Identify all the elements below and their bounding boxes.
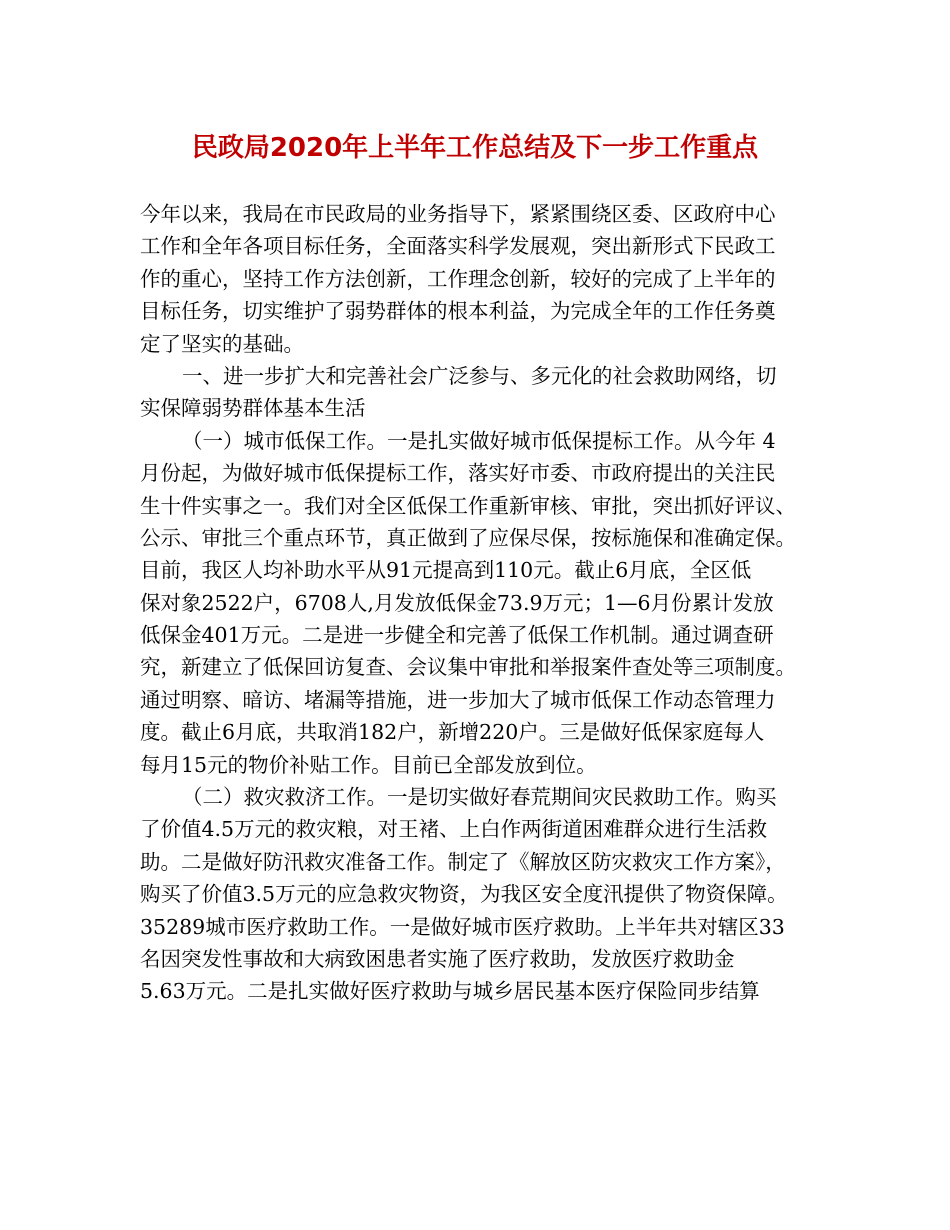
text-line: 作的重心，坚持工作方法创新，工作理念创新，较好的完成了上半年的 [140, 266, 776, 291]
text-line: 目前，我区人均补助水平从91元提高到110元。截止6月底，全区低 [140, 558, 752, 583]
text-line: 月份起，为做好城市低保提标工作，落实好市委、市政府提出的关注民 [140, 461, 776, 486]
text-line: 究，新建立了低保回访复查、会议集中审批和举报案件查处等三项制度。 [140, 655, 796, 680]
text-line: 目标任务，切实维护了弱势群体的根本利益，为完成全年的工作任务奠 [140, 299, 776, 324]
text-line: 助。二是做好防汛救灾准备工作。制定了《解放区防灾救灾工作方案》， [140, 849, 786, 874]
text-line: 购买了价值3.5万元的应急救灾物资，为我区安全度汛提供了物资保障。 [140, 882, 788, 907]
text-line: 定了坚实的基础。 [140, 331, 304, 356]
text-line: 公示、审批三个重点环节，真正做到了应保尽保，按标施保和准确定保。 [140, 525, 796, 550]
text-line: 保对象2522户，6708人,月发放低保金73.9万元；1—6月份累计发放 [140, 590, 774, 615]
text-line: 低保金401万元。二是进一步健全和完善了低保工作机制。通过调查研 [140, 623, 774, 648]
text-line: 35289城市医疗救助工作。一是做好城市医疗救助。上半年共对辖区33 [140, 914, 785, 939]
text-line: 通过明察、暗访、堵漏等措施，进一步加大了城市低保工作动态管理力 [140, 687, 776, 712]
text-line: （二）救灾救济工作。一是切实做好春荒期间灾民救助工作。购买 [182, 785, 777, 810]
text-line: 生十件实事之一。我们对全区低保工作重新审核、审批，突出抓好评议、 [140, 493, 796, 518]
text-line: 每月15元的物价补贴工作。目前已全部发放到位。 [140, 752, 597, 777]
text-line: 工作和全年各项目标任务，全面落实科学发展观，突出新形式下民政工 [140, 234, 776, 259]
document-body [140, 198, 816, 1008]
text-line: 今年以来，我局在市民政局的业务指导下，紧紧围绕区委、区政府中心 [140, 202, 776, 226]
section-heading-line: 实保障弱势群体基本生活 [140, 396, 366, 421]
text-line: 名因突发性事故和大病致困患者实施了医疗救助，发放医疗救助金 [140, 946, 735, 971]
document-title: 民政局2020年上半年工作总结及下一步工作重点 [191, 133, 759, 163]
text-line: 了价值4.5万元的救灾粮，对王褚、上白作两街道困难群众进行生活救 [140, 817, 768, 842]
text-line: 5.63万元。二是扎实做好医疗救助与城乡居民基本医疗保险同步结算 [140, 979, 760, 1004]
text-line: 度。截止6月底，共取消182户，新增220户。三是做好低保家庭每人 [140, 720, 765, 745]
section-heading-line: 一、进一步扩大和完善社会广泛参与、多元化的社会救助网络，切 [182, 363, 777, 388]
text-line: （一）城市低保工作。一是扎实做好城市低保提标工作。从今年 4 [182, 428, 776, 453]
